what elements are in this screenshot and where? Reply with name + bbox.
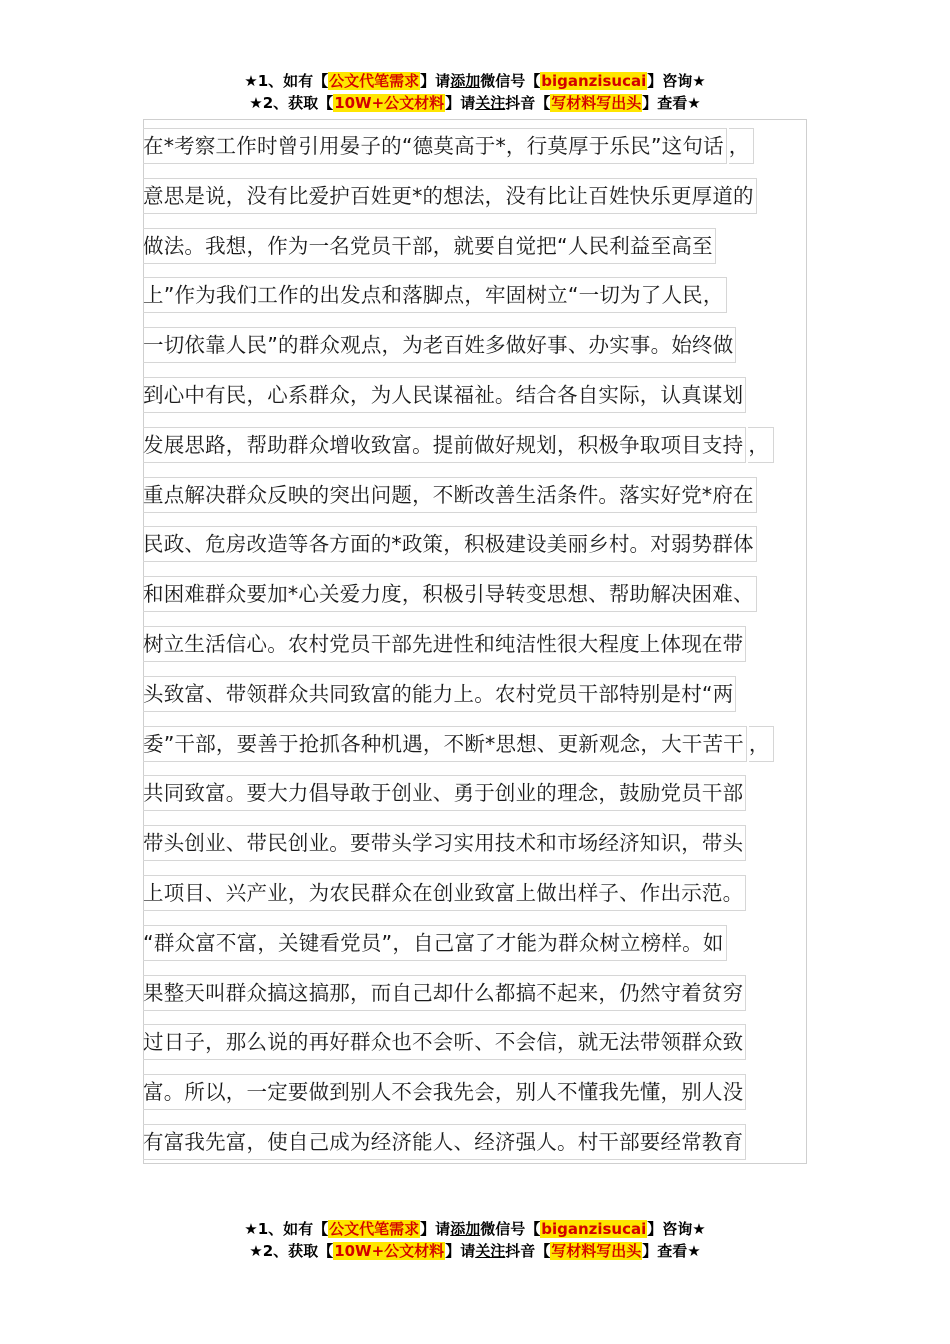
text-line-content: 有富我先富，使自己成为经济能人、经济强人。村干部要经常教育 — [143, 1124, 746, 1160]
text-line — [143, 1116, 843, 1166]
text-line — [143, 369, 843, 419]
text-line-content: 上”作为我们工作的出发点和落脚点，牢固树立“一切为了人民， — [143, 277, 727, 313]
text-line — [143, 269, 843, 319]
banner-text: 微信号【 — [480, 72, 541, 90]
banner-text: 】请 — [420, 1220, 451, 1238]
highlight-service: 公文代笔需求 — [329, 72, 420, 90]
banner-line-2 — [0, 92, 950, 114]
text-line-content: 果整天叫群众搞这搞那，而自己却什么都搞不起来，仍然守着贫穷 — [143, 975, 746, 1011]
banner-text: 】查看★ — [642, 1242, 701, 1260]
banner-text: 】请 — [445, 1242, 476, 1260]
text-line — [143, 1016, 843, 1066]
text-line-content: 重点解决群众反映的突出问题，不断改善生活条件。落实好党*府在 — [143, 477, 757, 513]
text-line-overflow-punct: ， — [749, 726, 775, 762]
text-line — [143, 967, 843, 1017]
banner-underlined-text: 添加 — [450, 1220, 481, 1238]
highlight-materials: 10W+公文材料 — [334, 1242, 445, 1260]
text-line-content: 上项目、兴产业，为农民群众在创业致富上做出样子、作出示范。 — [143, 875, 746, 911]
text-line — [143, 220, 843, 270]
text-line-content: 委”干部，要善于抢抓各种机遇，不断*思想、更新观念，大干苦干 — [143, 726, 747, 762]
text-line — [143, 668, 843, 718]
banner-text: ★1、如有【 — [244, 1220, 329, 1238]
banner-text: ★2、获取【 — [249, 94, 334, 112]
banner-line-1 — [0, 1218, 950, 1240]
text-line-content: 树立生活信心。农村党员干部先进性和纯洁性很大程度上体现在带 — [143, 626, 746, 662]
highlight-wechat-id: biganzisucai — [541, 1220, 647, 1238]
text-line-content: 过日子，那么说的再好群众也不会听、不会信，就无法带领群众致 — [143, 1024, 746, 1060]
banner-text: 微信号【 — [480, 1220, 541, 1238]
text-line — [143, 718, 843, 768]
banner-underlined-text: 关注 — [475, 94, 506, 112]
text-line-overflow-punct: ， — [729, 128, 755, 164]
text-line-content: 共同致富。要大力倡导敢于创业、勇于创业的理念，鼓励党员干部 — [143, 775, 746, 811]
text-line — [143, 767, 843, 817]
text-line — [143, 817, 843, 867]
text-line-content: 和困难群众要加*心关爱力度，积极引导转变思想、帮助解决困难、 — [143, 576, 757, 612]
header-banner — [0, 70, 950, 114]
text-line — [143, 1066, 843, 1116]
text-line — [143, 120, 843, 170]
text-line-content: “群众富不富，关键看党员”，自己富了才能为群众树立榜样。如 — [143, 925, 727, 961]
highlight-materials: 10W+公文材料 — [334, 94, 445, 112]
banner-text: 】咨询★ — [647, 1220, 706, 1238]
text-line-content: 发展思路，帮助群众增收致富。提前做好规划，积极争取项目支持 — [143, 427, 746, 463]
banner-underlined-text: 添加 — [450, 72, 481, 90]
text-line — [143, 867, 843, 917]
text-line-content: 到心中有民，心系群众，为人民谋福祉。结合各自实际，认真谋划 — [143, 377, 746, 413]
banner-text: ★2、获取【 — [249, 1242, 334, 1260]
text-line — [143, 917, 843, 967]
highlight-douyin-account: 写材料写出头 — [551, 1242, 642, 1260]
banner-text: 】请 — [420, 72, 451, 90]
highlight-douyin-account: 写材料写出头 — [551, 94, 642, 112]
text-line — [143, 568, 843, 618]
footer-banner — [0, 1218, 950, 1262]
banner-text: ★1、如有【 — [244, 72, 329, 90]
text-line — [143, 419, 843, 469]
text-line-content: 做法。我想，作为一名党员干部，就要自觉把“人民利益至高至 — [143, 228, 716, 264]
text-line-content: 带头创业、带民创业。要带头学习实用技术和市场经济知识，带头 — [143, 825, 746, 861]
banner-text: 】咨询★ — [647, 72, 706, 90]
text-line-content: 头致富、带领群众共同致富的能力上。农村党员干部特别是村“两 — [143, 676, 736, 712]
text-line-content: 意思是说，没有比爱护百姓更*的想法，没有比让百姓快乐更厚道的 — [143, 178, 757, 214]
text-line — [143, 518, 843, 568]
text-line — [143, 319, 843, 369]
banner-text: 抖音【 — [505, 94, 551, 112]
banner-text: 抖音【 — [505, 1242, 551, 1260]
text-line — [143, 469, 843, 519]
text-line-content: 在*考察工作时曾引用晏子的“德莫高于*，行莫厚于乐民”这句话 — [143, 128, 727, 164]
banner-text: 】查看★ — [642, 94, 701, 112]
banner-underlined-text: 关注 — [475, 1242, 506, 1260]
body-paragraph — [143, 120, 843, 1166]
text-line-content: 民政、危房改造等各方面的*政策，积极建设美丽乡村。对弱势群体 — [143, 526, 757, 562]
highlight-service: 公文代笔需求 — [329, 1220, 420, 1238]
text-line-content: 一切依靠人民”的群众观点，为老百姓多做好事、办实事。始终做 — [143, 327, 736, 363]
text-line-content: 富。所以，一定要做到别人不会我先会，别人不懂我先懂，别人没 — [143, 1074, 746, 1110]
banner-line-2 — [0, 1240, 950, 1262]
text-line — [143, 618, 843, 668]
highlight-wechat-id: biganzisucai — [541, 72, 647, 90]
text-line — [143, 170, 843, 220]
text-line-overflow-punct: ， — [748, 427, 774, 463]
banner-text: 】请 — [445, 94, 476, 112]
banner-line-1 — [0, 70, 950, 92]
